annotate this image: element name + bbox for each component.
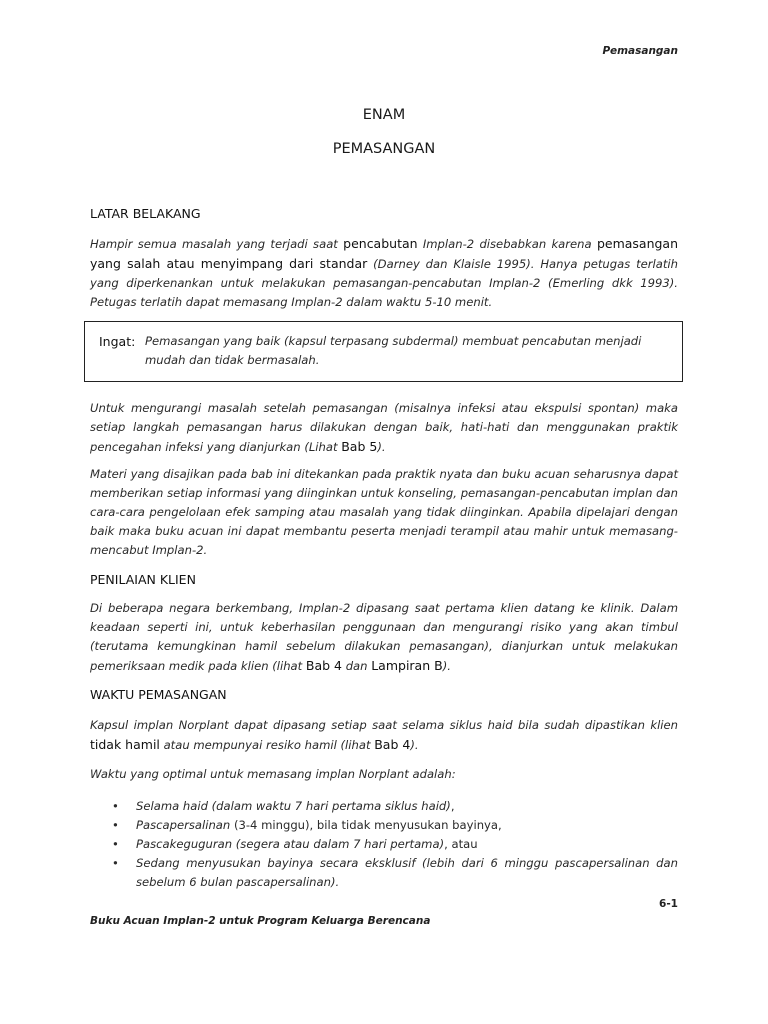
paragraph-latar-2 (90, 399, 678, 457)
page-number: 6-1 (659, 898, 678, 910)
text-run: , (498, 818, 502, 832)
reference-bab-5: Bab 5 (341, 439, 378, 454)
paragraph-waktu-2: Waktu yang optimal untuk memasang implan Norplant adalah: (90, 767, 456, 781)
reference-bab-4: Bab 4 (305, 658, 343, 673)
text-run: (segera atau dalam 7 hari pertama) (235, 837, 445, 851)
chapter-number: ENAM (362, 107, 406, 123)
heading-waktu-pemasangan: WAKTU PEMASANGAN (90, 687, 227, 702)
footer-book-title: Buku Acuan Implan-2 untuk Program Keluarga Berencana (90, 915, 431, 927)
emphasis-pencabutan: pencabutan (343, 236, 418, 251)
chapter-title: PEMASANGAN (332, 141, 436, 157)
emphasis-tidak-hamil: tidak hamil (90, 737, 160, 752)
list-item (112, 816, 678, 835)
paragraph-waktu-1 (90, 716, 678, 755)
text-run: Implan-2 disebabkan karena (417, 237, 597, 251)
bullet-icon: • (112, 837, 119, 851)
text-run: Pascakeguguran (136, 837, 236, 851)
bullet-icon: • (112, 818, 119, 832)
heading-latar-belakang: LATAR BELAKANG (90, 206, 201, 221)
text-run: (3-4 minggu), bila tidak menyusukan bayinya (233, 818, 499, 832)
reminder-text: Pemasangan yang baik (kapsul terpasang subdermal) membuat pencabutan menjadi mudah dan tidak bermasalah. (145, 334, 642, 367)
text-run: ). (377, 440, 386, 454)
text-run: ). (410, 738, 419, 752)
list-item (112, 854, 678, 892)
running-header: Pemasangan (602, 45, 678, 57)
text-run: atau mempunyai resiko hamil (lihat (159, 738, 375, 752)
paragraph-latar-1 (90, 234, 678, 312)
text-run: (Darney dan Klaisle 1995). Hanya petugas terlatih yang diperkenankan untuk melakukan pemasangan-pencabutan Implan-2 (Emerling dkk 1993). Petugas terlatih dapat memasang Implan-2 dalam waktu 5-10 menit. (90, 257, 678, 309)
reference-lampiran-b: Lampiran B (371, 658, 443, 673)
text-run: ). (442, 659, 451, 673)
paragraph-latar-3: Materi yang disajikan pada bab ini ditekankan pada praktik nyata dan buku acuan seharusnya dapat memberikan setiap informasi yang diinginkan untuk konseling, pemasangan-pencabutan implan dan cara-cara pengelolaan efek samping atau masalah yang tidak diinginkan. Apabila dipelajari dengan baik maka buku acuan ini dapat membantu peserta menjadi terampil atau mahir untuk memasang-mencabut Implan-2. (90, 467, 678, 557)
optimal-time-list (112, 797, 678, 892)
text-run: , atau (444, 837, 478, 851)
text-run: (dalam waktu 7 hari pertama siklus haid) (211, 799, 451, 813)
text-run: dan (342, 659, 372, 673)
emphasis-pemasangan-salah: pemasangan yang salah atau menyimpang dari standar (90, 236, 679, 271)
text-run: . (335, 875, 340, 889)
reference-bab-4: Bab 4 (374, 737, 411, 752)
text-run: , (450, 799, 455, 813)
text-run: Hampir semua masalah yang terjadi saat (90, 237, 344, 251)
heading-penilaian-klien: PENILAIAN KLIEN (90, 572, 196, 587)
list-item (112, 797, 678, 816)
text-run: Pascapersalinan (136, 818, 234, 832)
bullet-icon: • (112, 856, 119, 870)
paragraph-penilaian-1 (90, 599, 678, 676)
text-run: Selama haid (136, 799, 212, 813)
reminder-label: Ingat: (99, 334, 136, 349)
reminder-box (84, 321, 683, 382)
text-run: Kapsul implan Norplant dapat dipasang setiap saat selama siklus haid bila sudah dipastikan klien (90, 718, 678, 732)
text-run: Di beberapa negara berkembang, Implan-2 dipasang saat pertama klien datang ke klinik. Dalam keadaan seperti ini, untuk keberhasilan penggunaan dan mengurangi risiko yang akan timbul (terutama kemungkinan hamil sebelum dilakukan pemasangan), dianjurkan untuk melakukan pemeriksaan medik pada klien (lihat (90, 601, 678, 673)
text-run: Untuk mengurangi masalah setelah pemasangan (misalnya infeksi atau ekspulsi spontan) maka setiap langkah pemasangan harus dilakukan dengan baik, hati-hati dan menggunakan praktik pencegahan infeksi yang dianjurkan (Lihat (90, 401, 678, 454)
bullet-icon: • (112, 799, 119, 813)
text-run: Sedang menyusukan bayinya secara eksklusif (136, 856, 423, 870)
list-item (112, 835, 678, 854)
text-run: (lebih dari 6 minggu pascapersalinan dan sebelum 6 bulan pascapersalinan) (136, 856, 678, 889)
